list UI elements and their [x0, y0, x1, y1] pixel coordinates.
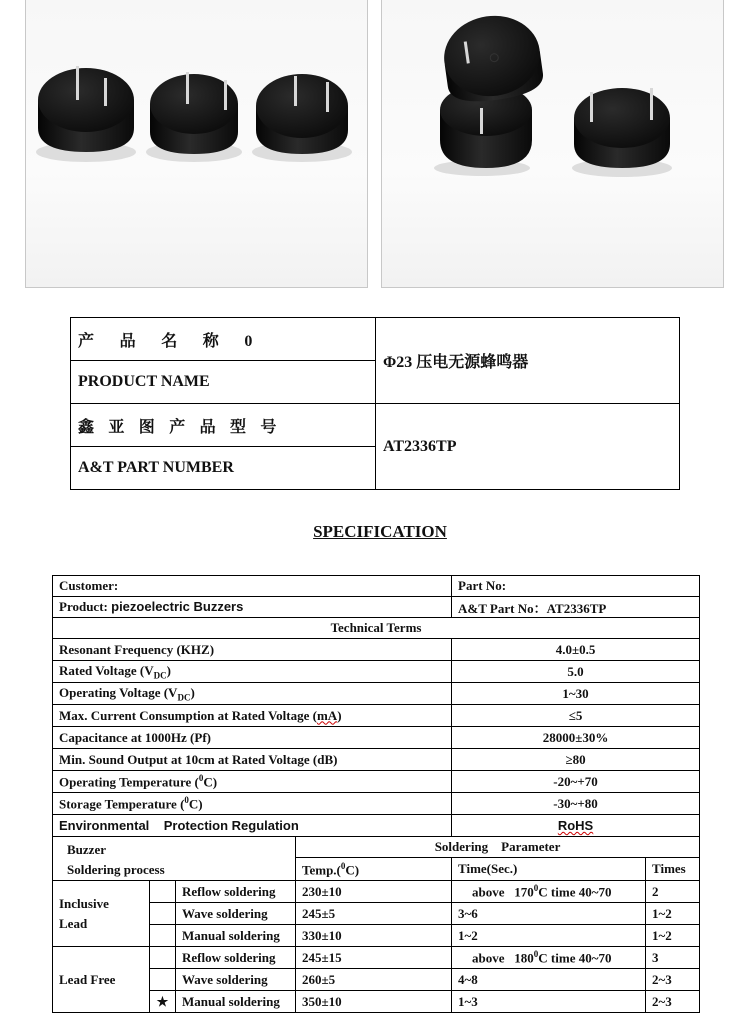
- product-name-value: Φ23 压电无源蜂鸣器: [376, 318, 680, 404]
- method-wave: Wave soldering: [176, 903, 296, 925]
- param-text: Rated Voltage (V: [59, 662, 154, 678]
- buzzer-photo-stacked: [382, 0, 723, 287]
- param-superscript: 0: [198, 772, 204, 783]
- param-tail: ): [166, 662, 171, 678]
- method-manual: Manual soldering: [176, 991, 296, 1013]
- specification-table: [52, 575, 700, 1013]
- buzzer-photo-three-front: [26, 0, 367, 287]
- param-text: Storage Temperature (: [59, 796, 185, 812]
- param-superscript: 0: [184, 794, 189, 805]
- buzzer-label: Buzzer: [67, 842, 106, 857]
- time-text: above 180: [472, 950, 534, 966]
- star-marker: ★: [150, 991, 176, 1013]
- value-rated-voltage: 5.0: [452, 661, 700, 683]
- at-part-value: AT2336TP: [546, 600, 607, 616]
- time-header: Time(Sec.): [452, 858, 646, 881]
- at-part-cell: [452, 597, 700, 618]
- param-subscript: DC: [153, 670, 167, 681]
- time-value: 1~2: [452, 925, 646, 947]
- param-sound-output: Min. Sound Output at 10cm at Rated Voltage (dB): [53, 749, 452, 771]
- rohs-text: RoHS: [557, 818, 594, 833]
- product-photo-left: [25, 0, 368, 288]
- method-reflow: Reflow soldering: [176, 881, 296, 903]
- param-text: Operating Voltage (V: [59, 684, 178, 700]
- time-tail: C time 40~70: [538, 884, 612, 900]
- group-name-line1: Inclusive: [59, 895, 109, 911]
- temp-header-tail: C): [345, 861, 360, 877]
- soldering-process-header: [53, 837, 296, 881]
- param-tail: ): [337, 707, 342, 723]
- param-operating-temperature: [53, 771, 452, 793]
- temp-value: 245±15: [296, 947, 452, 969]
- time-value: 4~8: [452, 969, 646, 991]
- product-cell: [53, 597, 452, 618]
- part-number-cn-text: 鑫亚图产品型号: [78, 418, 291, 436]
- temp-value: 260±5: [296, 969, 452, 991]
- part-no-label: Part No:: [452, 576, 700, 597]
- method-manual: Manual soldering: [176, 925, 296, 947]
- param-text: Operating Temperature (: [59, 774, 199, 790]
- value-operating-temperature: -20~+70: [452, 771, 700, 793]
- marker-cell: [150, 903, 176, 925]
- time-value: [452, 947, 646, 969]
- time-tail: C time 40~70: [538, 950, 612, 966]
- product-name-en-label: PRODUCT NAME: [71, 361, 376, 404]
- at-part-label: A&T Part No：: [458, 600, 547, 616]
- time-value: 1~3: [452, 991, 646, 1013]
- param-tail: C): [203, 774, 218, 790]
- times-value: 2~3: [646, 991, 700, 1013]
- method-reflow: Reflow soldering: [176, 947, 296, 969]
- times-value: 2~3: [646, 969, 700, 991]
- soldering-process-label: Soldering process: [67, 862, 165, 877]
- param-capacitance: Capacitance at 1000Hz (Pf): [53, 727, 452, 749]
- value-max-current: ≤5: [452, 705, 700, 727]
- method-wave: Wave soldering: [176, 969, 296, 991]
- marker-cell: [150, 925, 176, 947]
- temp-header-text: Temp.(: [302, 861, 341, 877]
- param-subscript: DC: [177, 692, 191, 703]
- param-storage-temperature: [53, 793, 452, 815]
- product-photo-right: [381, 0, 724, 288]
- marker-cell: [150, 969, 176, 991]
- times-value: 3: [646, 947, 700, 969]
- product-value: piezoelectric Buzzers: [111, 599, 244, 614]
- value-environmental-regulation: [452, 815, 700, 837]
- time-sup: 0: [533, 882, 539, 893]
- param-environmental-regulation: Environmental Protection Regulation: [53, 815, 452, 837]
- times-value: 2: [646, 881, 700, 903]
- product-label: Product:: [59, 599, 108, 614]
- param-tail: ): [190, 684, 195, 700]
- param-unit: mA: [316, 707, 338, 723]
- value-storage-temperature: -30~+80: [452, 793, 700, 815]
- temp-header-sup: 0: [340, 860, 346, 871]
- param-max-current: [53, 705, 452, 727]
- value-capacitance: 28000±30%: [452, 727, 700, 749]
- param-tail: C): [188, 796, 203, 812]
- temp-value: 230±10: [296, 881, 452, 903]
- times-value: 1~2: [646, 903, 700, 925]
- specification-title: [0, 522, 750, 542]
- times-value: 1~2: [646, 925, 700, 947]
- technical-terms-header: Technical Terms: [53, 618, 700, 639]
- param-resonant-frequency: Resonant Frequency (KHZ): [53, 639, 452, 661]
- part-number-value: AT2336TP: [376, 404, 680, 490]
- part-number-en-label: A&T PART NUMBER: [71, 447, 376, 490]
- group-name-line2: Lead: [59, 915, 88, 931]
- part-number-cn-label: [71, 404, 376, 447]
- temp-value: 330±10: [296, 925, 452, 947]
- times-header: Times: [646, 858, 700, 881]
- specification-title-text: SPECIFICATION: [313, 522, 447, 541]
- param-operating-voltage: [53, 683, 452, 705]
- marker-cell: [150, 947, 176, 969]
- param-text: Max. Current Consumption at Rated Voltage (: [59, 707, 317, 723]
- group-name-line1: Lead Free: [59, 971, 116, 987]
- group-inclusive-lead: [53, 881, 150, 947]
- time-sup: 0: [533, 948, 539, 959]
- marker-cell: [150, 881, 176, 903]
- temp-header: [296, 858, 452, 881]
- group-lead-free: [53, 947, 150, 1013]
- customer-label: Customer:: [53, 576, 452, 597]
- value-resonant-frequency: 4.0±0.5: [452, 639, 700, 661]
- param-rated-voltage: [53, 661, 452, 683]
- value-operating-voltage: 1~30: [452, 683, 700, 705]
- time-text: above 170: [472, 884, 534, 900]
- soldering-parameter-header: Soldering Parameter: [296, 837, 700, 858]
- product-name-cn-text: 产品名称0: [78, 332, 279, 350]
- product-info-table: [70, 317, 680, 490]
- value-sound-output: ≥80: [452, 749, 700, 771]
- product-name-cn-label: [71, 318, 376, 361]
- temp-value: 350±10: [296, 991, 452, 1013]
- time-value: 3~6: [452, 903, 646, 925]
- temp-value: 245±5: [296, 903, 452, 925]
- time-value: [452, 881, 646, 903]
